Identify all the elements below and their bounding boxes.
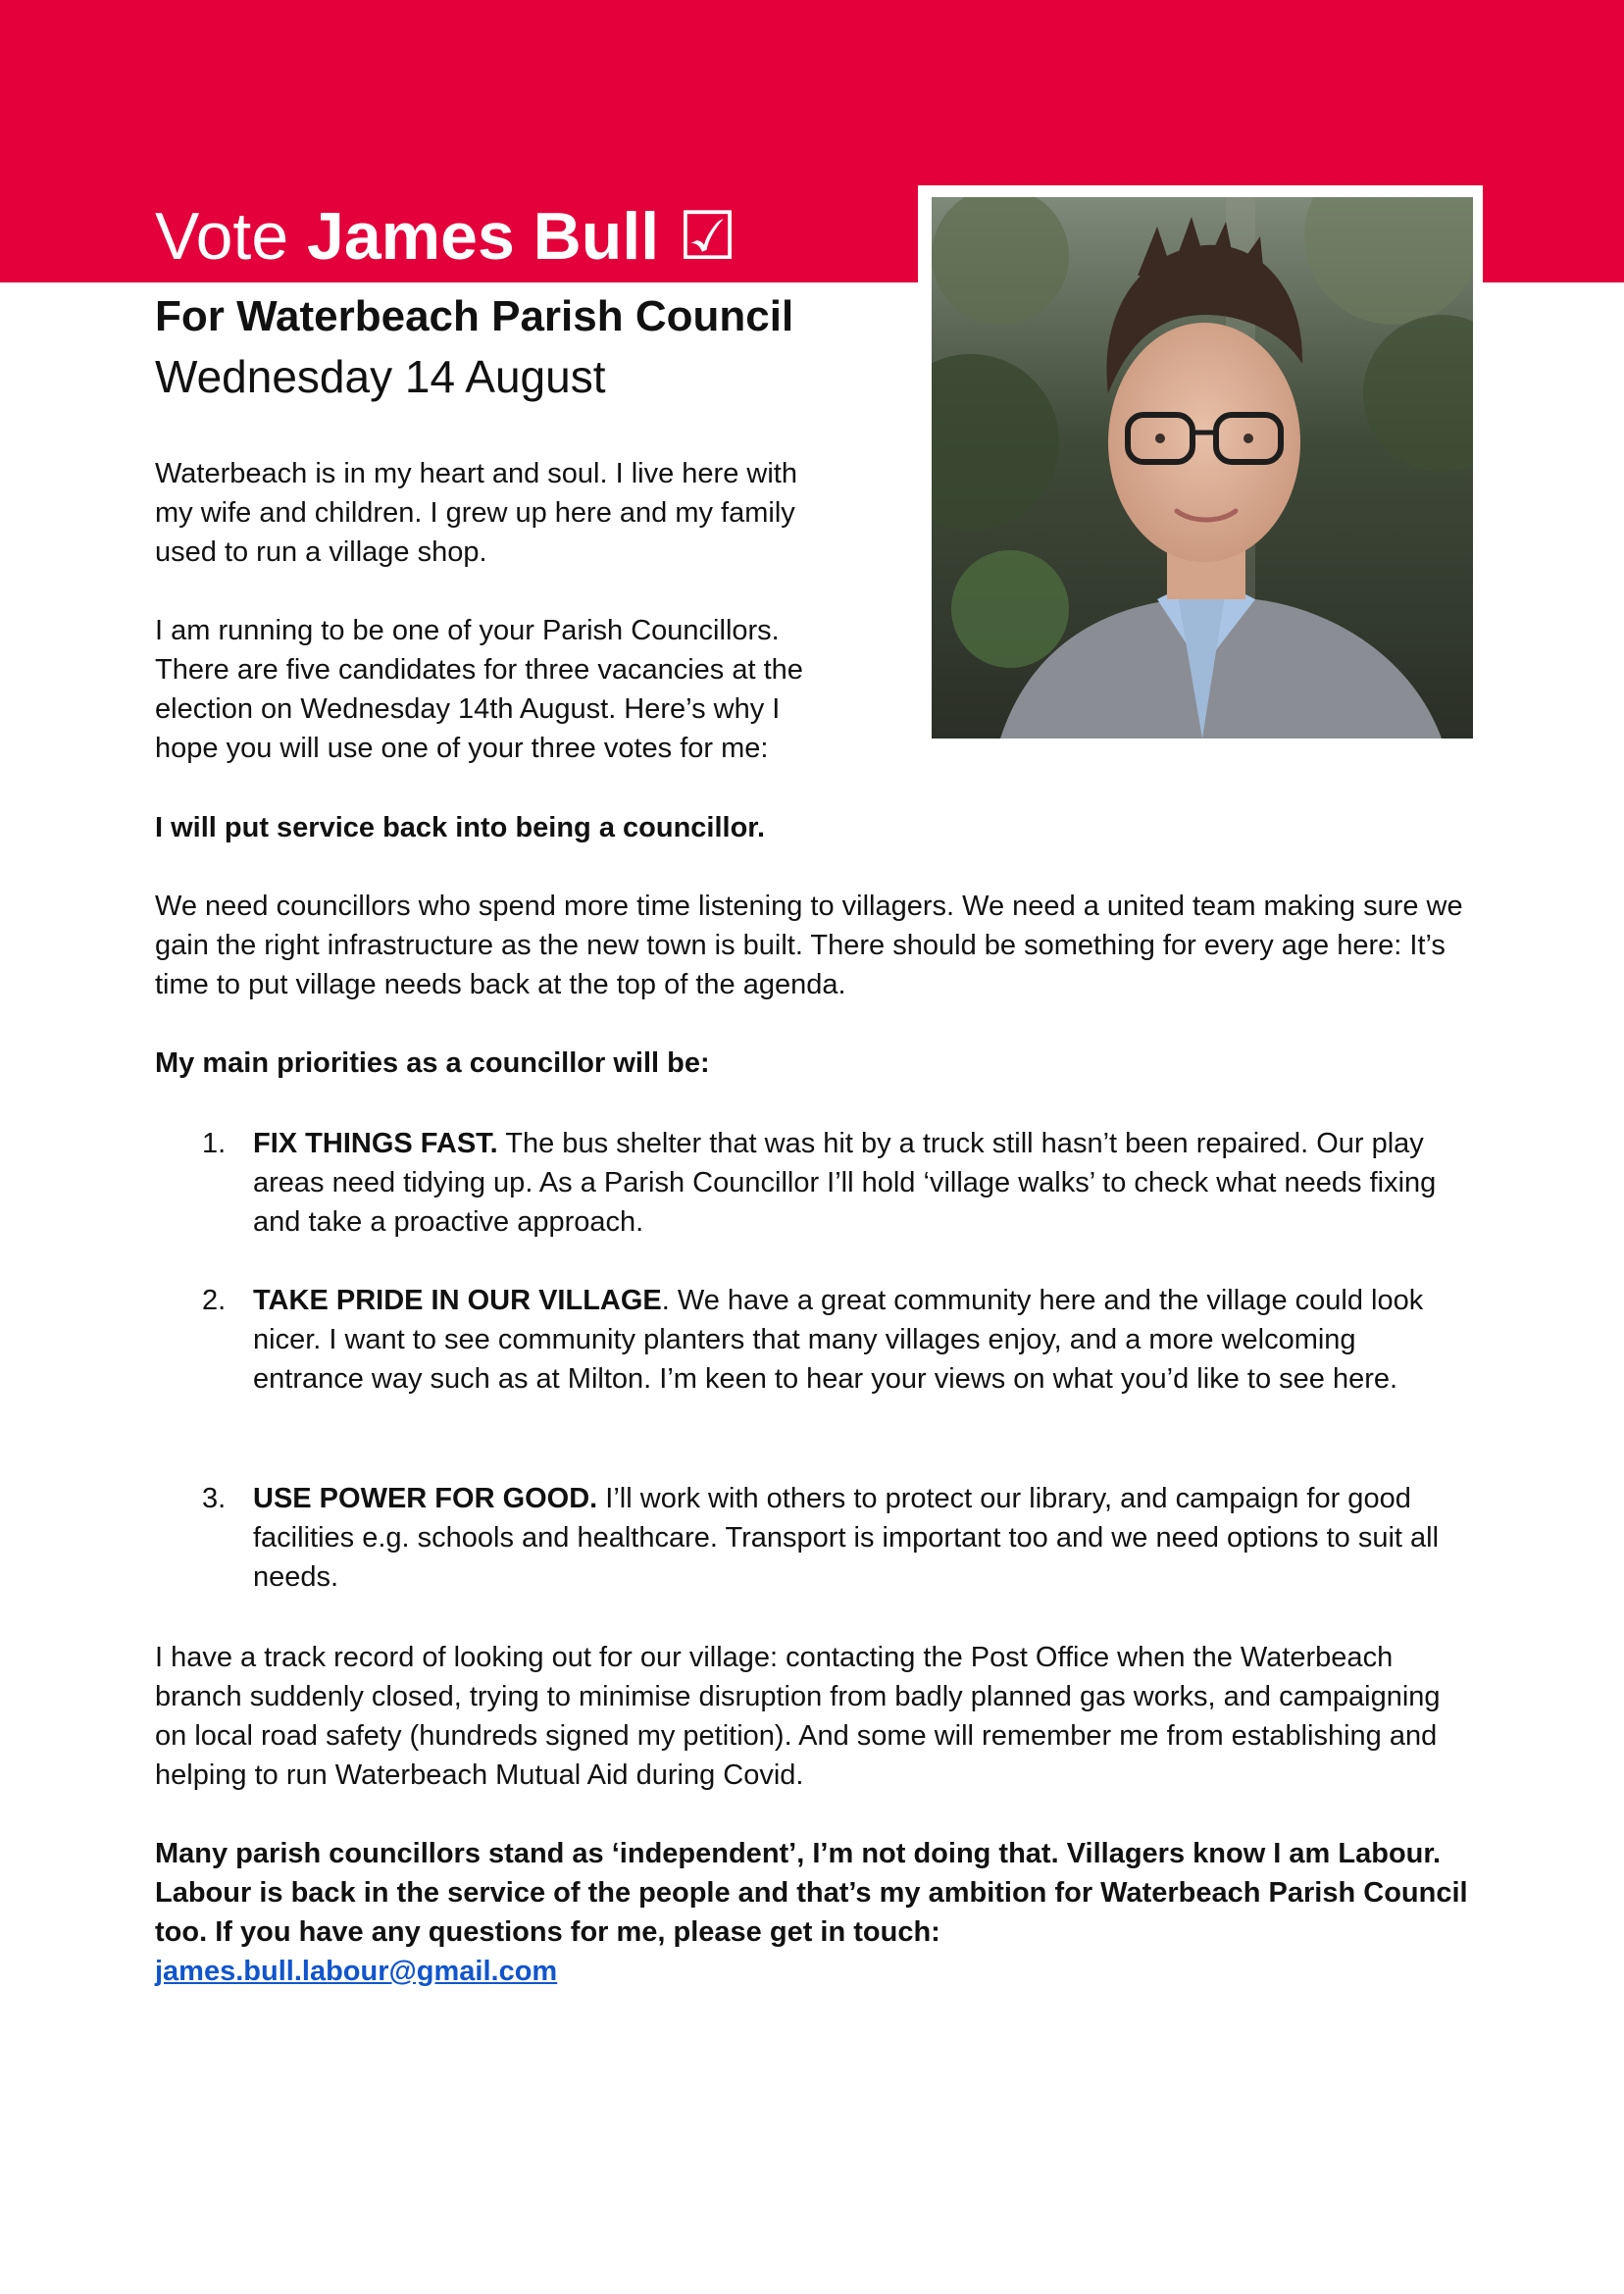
service-heading: I will put service back into being a councillor. xyxy=(155,812,766,843)
candidate-name: James Bull xyxy=(307,199,660,274)
priority-description: The bus shelter that was hit by a truck still hasn’t been repaired. Our play areas need tidying up. As a Parish Councillor I’ll hold ‘village walks’ to check what needs fixing and take a proactive approach. xyxy=(253,1128,1437,1238)
page-title xyxy=(155,196,737,277)
priority-number: 1. xyxy=(202,1128,227,1159)
priority-title: USE POWER FOR GOOD. xyxy=(253,1483,598,1514)
subtitle: For Waterbeach Parish Council xyxy=(155,292,794,340)
closing-paragraph xyxy=(155,1834,1469,1991)
checkbox-icon: ☑ xyxy=(678,199,737,274)
email-link[interactable]: james.bull.labour@gmail.com xyxy=(155,1956,558,1987)
priority-title: FIX THINGS FAST. xyxy=(253,1128,498,1159)
service-paragraph: We need councillors who spend more time listening to villagers. We need a united team making sure we gain the right infrastructure as the new town is built. There should be something for every age here: It’s time to put village needs back at the top of the agenda. xyxy=(155,891,1463,1000)
track-record-paragraph: I have a track record of looking out for our village: contacting the Post Office when the Waterbeach branch suddenly closed, trying to minimise disruption from badly planned gas works, and campaigning on local road safety (hundreds signed my petition). And some will remember me from establishing and helping to run Waterbeach Mutual Aid during Covid. xyxy=(155,1642,1441,1791)
candidate-photo xyxy=(932,197,1473,739)
priority-number: 2. xyxy=(202,1285,227,1316)
candidate-photo-frame xyxy=(918,185,1483,750)
title-prefix: Vote xyxy=(155,199,289,274)
intro-paragraph-2: I am running to be one of your Parish Councillors. There are five candidates for three vacancies at the election on Wednesday 14th August. Here’s why I hope you will use one of your three votes for me: xyxy=(155,615,803,764)
intro-paragraph-1: Waterbeach is in my heart and soul. I live here with my wife and children. I grew up here and my family used to run a village shop. xyxy=(155,458,797,568)
priority-title: TAKE PRIDE IN OUR VILLAGE xyxy=(253,1285,662,1316)
priorities-heading: My main priorities as a councillor will be: xyxy=(155,1047,710,1079)
priority-text xyxy=(253,1479,1469,1597)
priority-text xyxy=(253,1281,1469,1399)
election-date: Wednesday 14 August xyxy=(155,351,606,402)
priority-description: . We have a great community here and the village could look nicer. I want to see community planters that many villages enjoy, and a more welcoming entrance way such as at Milton. I’m keen to hear your views on what you’d like to see here. xyxy=(253,1285,1424,1395)
priority-description: I’ll work with others to protect our library, and campaign for good facilities e.g. schools and healthcare. Transport is important too and we need options to suit all needs. xyxy=(253,1483,1440,1593)
priority-text xyxy=(253,1124,1469,1242)
closing-text: Many parish councillors stand as ‘independent’, I’m not doing that. Villagers know I am Labour. Labour is back in the service of the people and that’s my ambition for Waterbeach Parish Council too. If you have any questions for me, please get in touch: xyxy=(155,1838,1468,1948)
priority-number: 3. xyxy=(202,1483,227,1514)
